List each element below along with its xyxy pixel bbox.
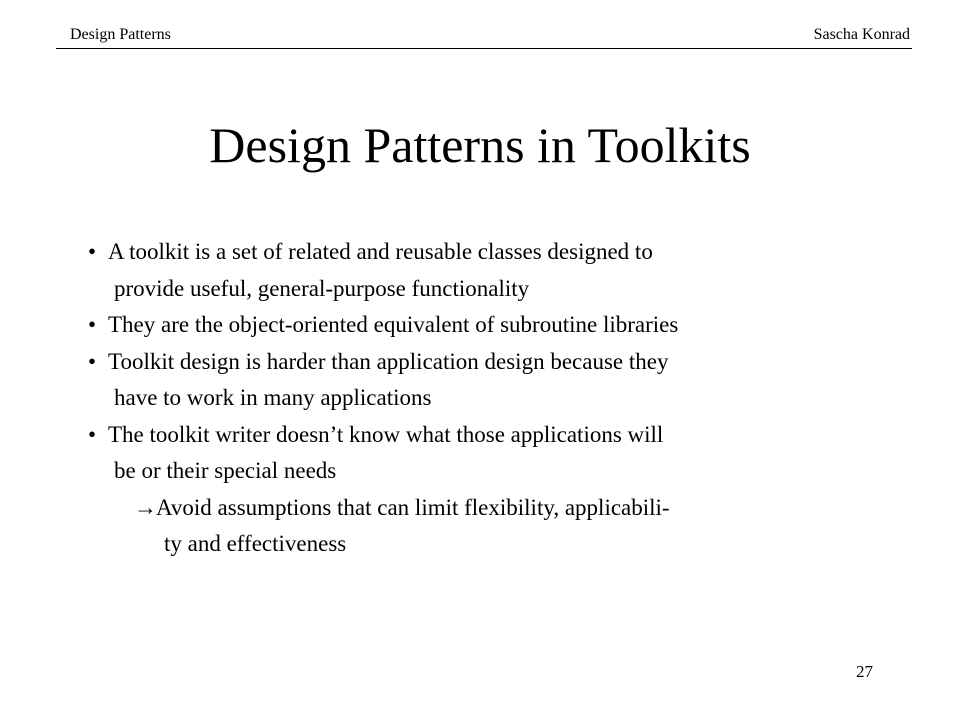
bullet-item <box>88 417 908 454</box>
bullet-item <box>88 307 908 344</box>
header-right-text: Sascha Konrad <box>813 26 910 43</box>
bullet-text: The toolkit writer doesn’t know what those applications will <box>108 421 664 447</box>
bullet-icon: • <box>88 239 97 264</box>
bullet-text: They are the object-oriented equivalent of subroutine libraries <box>108 312 679 337</box>
bullet-continuation: have to work in many applications <box>114 385 432 410</box>
slide-header <box>56 22 912 49</box>
bullet-item <box>88 234 908 271</box>
bullet-icon: • <box>88 312 97 337</box>
bullet-item <box>88 344 908 381</box>
sub-point <box>88 490 908 527</box>
bullet-list <box>88 234 908 563</box>
header-left-text: Design Patterns <box>70 26 171 43</box>
arrow-right-icon: → <box>134 494 157 520</box>
bullet-continuation: provide useful, general-purpose functionality <box>114 275 530 301</box>
slide-title: Design Patterns in Toolkits <box>209 117 751 173</box>
bullet-text: A toolkit is a set of related and reusable classes designed to <box>108 239 653 264</box>
sub-point-text: Avoid assumptions that can limit flexibility, applicabili- <box>156 494 670 520</box>
bullet-continuation: be or their special needs <box>114 458 337 483</box>
sub-point-continuation: ty and effectiveness <box>164 531 347 556</box>
bullet-text: Toolkit design is harder than application design because they <box>108 348 669 374</box>
page-number: 27 <box>856 662 873 681</box>
bullet-icon: • <box>88 421 97 447</box>
bullet-icon: • <box>88 348 97 374</box>
